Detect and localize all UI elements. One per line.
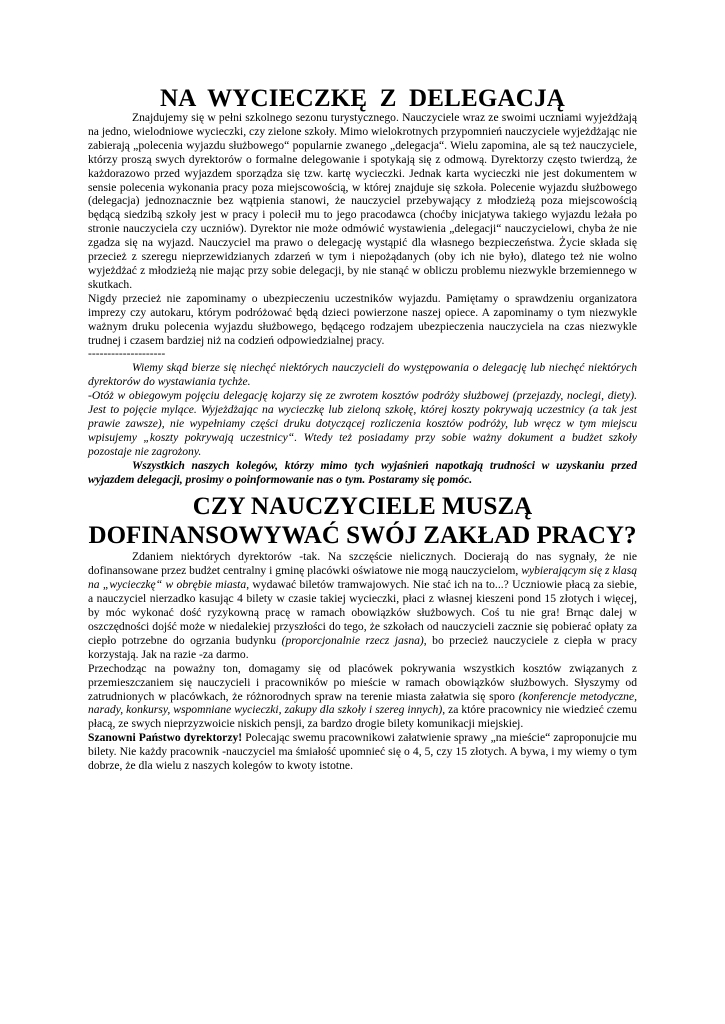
paragraph-bold-italic: Wszystkich naszych kolegów, którzy mimo tych wyjaśnień napotkają trudności w uzyskaniu przed wyjazdem delegacji, prosimy o poinformowanie nas o tym. Postaramy się pomóc. [88,458,637,486]
text-run: Polecając swemu pracownikowi załatwienie sprawy „na mieście“ zaproponujcie mu bilety. Nie każdy pracownik -nauczyciel ma śmiałość upomnieć się o 4, 5, czy 15 złotych. A bywa, i my wiemy o tym dobrze, że dla wielu z naszych kolegów to kwoty istotne. [88,731,637,773]
text-run: , bo przecież nauczyciele z ciepła w pracy korzystają. Jak na razie -za darmo. [88,633,638,661]
paragraph [88,550,637,661]
paragraph-italic: Wiemy skąd bierze się niechęć niektórych nauczycieli do występowania o delegację lub niechęć niektórych dyrektorów do wystawiania tychże. [88,361,637,389]
text-run: Zdaniem niektórych dyrektorów -tak. Na szczęście nielicznych. Docierają do nas sygnały, że nie dofinansowane przez budżet centralny i gminę placówki oświatowe nie mogą nauczycielom, [88,550,637,578]
title-line: CZY NAUCZYCIELE MUSZĄ [192,493,533,521]
text-run: Przechodząc na poważny ton, domagamy się od placówek pokrywania wszystkich kosztów związanych z przemieszczaniem się nauczycieli i pracowników po mieście w ramach obowiązków służbowych. Słyszymy od zatrudnionych w placówkach, że różnorodnych spraw na terenie miasta załatwia się sporo [88,661,637,703]
text-run: , za które pracownicy nie wiedzieć czemu płacą, ze swych nieprzyzwoicie niskich pensji, za bardzo drogie bilety komunikacji miejskiej. [88,703,637,731]
document-page [88,86,637,773]
text-run: , wydawać biletów tramwajowych. Nie stać ich na to...? Uczniowie płacą za siebie, a nauczyciel nierzadko kasując 4 bilety w czasie takiej wycieczki, płaci z własnej kieszeni pond 15 złotych i więcej, by móc wykonać dość ryzykowną pracę w ramach obowiązków służbowych. Coś tu nie gra! Brnąc dalej w oszczędności dojść może w niedalekiej przyszłości do tego, że szkołach od nauczycieli zacznie się pobierać opłaty za ciepło potrzebne do ogrzania budynku [88,578,637,647]
article-title-funding [88,492,637,550]
text-run-italic: wybierającym się z klasą na „wycieczkę“ w obrębie miasta [88,564,637,592]
paragraph [88,731,637,773]
text-run-bold: Szanowni Państwo dyrektorzy! [88,731,243,745]
text-run-italic: (konferencje metodyczne, narady, konkursy, wspomniane wycieczki, zakupy dla szkoły i szereg innych) [88,689,637,717]
title-line: DOFINANSOWYWAĆ SWÓJ ZAKŁAD PRACY? [88,522,637,550]
text-run-italic: (proporcjonalnie rzecz jasna) [281,633,424,647]
separator-line: -------------------- [88,347,166,361]
paragraph [88,662,637,732]
article-title-delegation: NA WYCIECZKĘ Z DELEGACJĄ [159,85,566,112]
paragraph: Nigdy przecież nie zapominamy o ubezpieczeniu uczestników wyjazdu. Pamiętamy o sprawdzeniu organizatora imprezy czy autokaru, którym podróżować będą dzieci powierzone naszej opiece. A zapominamy o tym niezwykle ważnym druku polecenia wyjazdu służbowego, będącego rodzajem ubezpieczenia nauczyciela na czas niezwykle trudnej i czasem bardziej niż na codzień odpowiedzialnej pracy. [88,291,637,347]
paragraph-italic: -Otóż w obiegowym pojęciu delegację kojarzy się ze zwrotem kosztów podróży służbowej (przejazdy, noclegi, diety). Jest to pojęcie mylące. Wyjeżdżając na wycieczkę lub zieloną szkołę, której koszty pokrywają uczestnicy (a tak jest prawie zawsze), nie wypełniamy części druku dotyczącej rozliczenia kosztów podróży, lub wręcz w tym miejscu wpisujemy „koszty pokrywają uczestnicy“. Wtedy też posiadamy przy sobie ważny dokument a budżet szkoły pozostaje nie zagrożony. [88,389,637,458]
paragraph: Znajdujemy się w pełni szkolnego sezonu turystycznego. Nauczyciele wraz ze swoimi uczniami wyjeżdżają na jedno, wielodniowe wycieczki, czy zielone szkoły. Mimo wielokrotnych przypomnień nauczyciele wyjeżdżając nie zabierają „polecenia wyjazdu służbowego“ popularnie zwanego „delegacja“. Wielu zapomina, ale są też nauczyciele, którzy proszą swych dyrektorów o formalne delegowanie i spotykają się z odmową. Dyrektorzy często twierdzą, że każdorazowo przed wyjazdem sporządza się tzw. kartę wycieczki. Jednak karta wycieczki nie jest dokumentem w sensie polecenia wykonania pracy poza miejscowością, w której znajduje się szkoła. Polecenie wyjazdu służbowego (delegacja) jednoznacznie bez wątpienia stanowi, że nauczyciel przebywający z młodzieżą poza miejscowością będącą siedzibą szkoły jest w pracy i polecił mu to jego pracodawca (choćby inicjatywa takiego wyjazdu leżała po stronie nauczyciela czy uczniów). Dyrektor nie może odmówić wystawienia „delegacji“ nauczycielowi, chyba że nie zgadza się na wyjazd. Nauczyciel ma prawo o delegację wystąpić dla własnego bezpieczeństwa. Życie składa się przecież z szeregu nieprzewidzianych zdarzeń w tym i niepożądanych (oby ich nie było), dlatego też nie wolno wyjeżdżać z młodzieżą nie mając przy sobie delegacji, by nie stanąć w obliczu problemu niezwykle brzemiennego w skutkach. [88,111,637,291]
